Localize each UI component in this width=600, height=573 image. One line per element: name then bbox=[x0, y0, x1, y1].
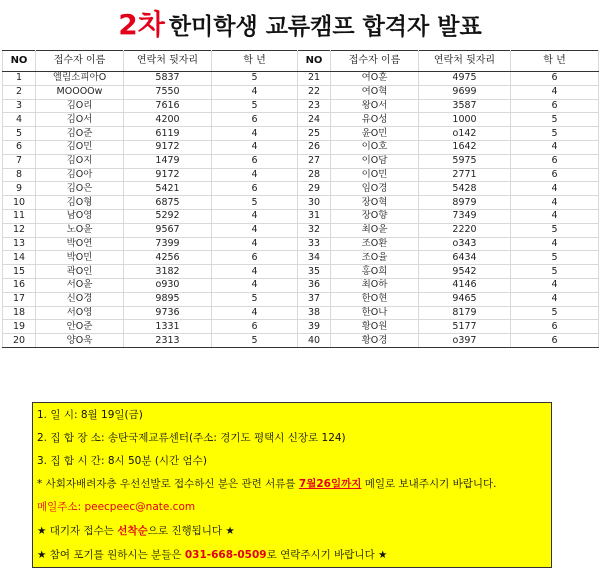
cell-name: 이O호 bbox=[331, 140, 419, 154]
table-row bbox=[3, 237, 599, 251]
notice-documents bbox=[37, 477, 496, 491]
notice-cancel bbox=[37, 548, 387, 562]
cell-no: 39 bbox=[298, 320, 331, 334]
cell-phone: 4200 bbox=[124, 113, 212, 127]
cell-phone: 5292 bbox=[124, 209, 212, 223]
cell-no: 18 bbox=[3, 306, 36, 320]
notice-time: 3. 집 합 시 간: 8시 50분 (시간 엄수) bbox=[37, 455, 207, 467]
cell-phone: 9736 bbox=[124, 306, 212, 320]
cell-name: 김O은 bbox=[36, 182, 124, 196]
header-name: 접수자 이름 bbox=[331, 51, 419, 72]
cell-name: 김O서 bbox=[36, 113, 124, 127]
cell-grade: 4 bbox=[212, 209, 298, 223]
table-row bbox=[3, 265, 599, 279]
cell-phone: 5428 bbox=[419, 182, 511, 196]
cell-phone: 4975 bbox=[419, 72, 511, 86]
cell-name: 박O연 bbox=[36, 237, 124, 251]
cell-phone: 1479 bbox=[124, 154, 212, 168]
table-row bbox=[3, 72, 599, 86]
cell-name: 서O윤 bbox=[36, 278, 124, 292]
cell-no: 15 bbox=[3, 265, 36, 279]
cell-phone: o930 bbox=[124, 278, 212, 292]
cell-grade: 5 bbox=[511, 113, 599, 127]
cell-phone: 8979 bbox=[419, 196, 511, 210]
cell-phone: 9542 bbox=[419, 265, 511, 279]
cell-grade: 6 bbox=[511, 168, 599, 182]
cell-no: 11 bbox=[3, 209, 36, 223]
cell-no: 6 bbox=[3, 140, 36, 154]
cell-no: 32 bbox=[298, 223, 331, 237]
cell-name: 한O나 bbox=[331, 306, 419, 320]
cell-grade: 6 bbox=[212, 182, 298, 196]
table-row bbox=[3, 140, 599, 154]
cell-no: 30 bbox=[298, 196, 331, 210]
cell-no: 28 bbox=[298, 168, 331, 182]
cell-no: 20 bbox=[3, 334, 36, 348]
cell-phone: 9567 bbox=[124, 223, 212, 237]
notice-cancel-c: 로 연락주시기 바랍니다 ★ bbox=[266, 549, 388, 561]
notice-waitlist-c: 으로 진행됩니다 ★ bbox=[147, 525, 235, 537]
notice-deadline: 7월26일까지 bbox=[298, 478, 362, 490]
cell-no: 35 bbox=[298, 265, 331, 279]
cell-phone: 8179 bbox=[419, 306, 511, 320]
cell-no: 21 bbox=[298, 72, 331, 86]
cell-grade: 4 bbox=[212, 223, 298, 237]
table-row bbox=[3, 209, 599, 223]
header-grade: 학 년 bbox=[511, 51, 599, 72]
cell-grade: 5 bbox=[511, 251, 599, 265]
cell-phone: 7399 bbox=[124, 237, 212, 251]
cell-grade: 4 bbox=[212, 168, 298, 182]
cell-name: 여O훈 bbox=[331, 72, 419, 86]
cell-no: 5 bbox=[3, 127, 36, 141]
cell-name: 최O윤 bbox=[331, 223, 419, 237]
cell-no: 33 bbox=[298, 237, 331, 251]
cell-phone: 9172 bbox=[124, 168, 212, 182]
cell-grade: 6 bbox=[511, 72, 599, 86]
cell-grade: 6 bbox=[511, 154, 599, 168]
cell-grade: 5 bbox=[212, 292, 298, 306]
cell-name: 조O율 bbox=[331, 251, 419, 265]
cell-name: 안O준 bbox=[36, 320, 124, 334]
cell-phone: 6434 bbox=[419, 251, 511, 265]
cell-grade: 6 bbox=[212, 320, 298, 334]
header-grade: 학 년 bbox=[212, 51, 298, 72]
cell-name: 여O혁 bbox=[331, 85, 419, 99]
cell-no: 36 bbox=[298, 278, 331, 292]
cell-no: 16 bbox=[3, 278, 36, 292]
cell-name: 왕O서 bbox=[331, 99, 419, 113]
table-row bbox=[3, 85, 599, 99]
cell-no: 4 bbox=[3, 113, 36, 127]
table-row bbox=[3, 251, 599, 265]
cell-phone: 7616 bbox=[124, 99, 212, 113]
table-row bbox=[3, 113, 599, 127]
table-row bbox=[3, 99, 599, 113]
cell-name: 김O지 bbox=[36, 154, 124, 168]
cell-no: 8 bbox=[3, 168, 36, 182]
notice-date: 1. 일 시: 8월 19일(금) bbox=[37, 409, 143, 421]
cell-name: 엘림소피아O bbox=[36, 72, 124, 86]
page-title bbox=[0, 0, 600, 50]
cell-grade: 5 bbox=[212, 334, 298, 348]
cell-no: 1 bbox=[3, 72, 36, 86]
cell-no: 37 bbox=[298, 292, 331, 306]
table-row bbox=[3, 278, 599, 292]
cell-grade: 6 bbox=[212, 154, 298, 168]
cell-grade: 4 bbox=[511, 85, 599, 99]
cell-phone: 5837 bbox=[124, 72, 212, 86]
cell-grade: 6 bbox=[511, 320, 599, 334]
table-row bbox=[3, 292, 599, 306]
cell-name: 윤O민 bbox=[331, 127, 419, 141]
table-row bbox=[3, 223, 599, 237]
cell-name: 김O형 bbox=[36, 196, 124, 210]
notice-location: 2. 집 합 장 소: 송탄국제교류센터(주소: 경기도 평택시 신장로 124) bbox=[37, 432, 346, 444]
cell-grade: 5 bbox=[212, 99, 298, 113]
cell-name: 남O영 bbox=[36, 209, 124, 223]
cell-phone: 5177 bbox=[419, 320, 511, 334]
notice-documents-a: * 사회자배려자층 우선선발로 접수하신 분은 관련 서류를 bbox=[37, 478, 299, 490]
cell-no: 38 bbox=[298, 306, 331, 320]
cell-phone: o142 bbox=[419, 127, 511, 141]
cell-grade: 5 bbox=[511, 223, 599, 237]
cell-phone: 5975 bbox=[419, 154, 511, 168]
cell-phone: o397 bbox=[419, 334, 511, 348]
cell-grade: 4 bbox=[212, 140, 298, 154]
header-no: NO bbox=[3, 51, 36, 72]
cell-grade: 4 bbox=[212, 306, 298, 320]
cell-phone: 3182 bbox=[124, 265, 212, 279]
header-name: 접수자 이름 bbox=[36, 51, 124, 72]
header-phone: 연락처 뒷자리 bbox=[124, 51, 212, 72]
cell-no: 40 bbox=[298, 334, 331, 348]
notice-waitlist-a: ★ 대기자 접수는 bbox=[37, 525, 118, 537]
title-text: 한미학생 교류캠프 합격자 발표 bbox=[168, 14, 482, 40]
cell-no: 31 bbox=[298, 209, 331, 223]
table-row bbox=[3, 306, 599, 320]
notice-documents-c: 메일로 보내주시기 바랍니다. bbox=[361, 478, 497, 490]
cell-grade: 4 bbox=[511, 292, 599, 306]
cell-phone: 6119 bbox=[124, 127, 212, 141]
cell-name: 황O원 bbox=[331, 320, 419, 334]
cell-phone: o343 bbox=[419, 237, 511, 251]
cell-grade: 4 bbox=[212, 127, 298, 141]
cell-name: 홍O희 bbox=[331, 265, 419, 279]
cell-grade: 6 bbox=[511, 334, 599, 348]
table-row bbox=[3, 127, 599, 141]
notice-first-come: 선착순 bbox=[117, 525, 148, 537]
cell-name: 장O혁 bbox=[331, 196, 419, 210]
cell-no: 26 bbox=[298, 140, 331, 154]
table-row bbox=[3, 168, 599, 182]
cell-grade: 5 bbox=[511, 127, 599, 141]
table-row bbox=[3, 154, 599, 168]
cell-name: 김O민 bbox=[36, 140, 124, 154]
cell-phone: 4256 bbox=[124, 251, 212, 265]
cell-name: 이O담 bbox=[331, 154, 419, 168]
cell-no: 34 bbox=[298, 251, 331, 265]
cell-grade: 5 bbox=[511, 306, 599, 320]
cell-grade: 4 bbox=[212, 265, 298, 279]
cell-grade: 4 bbox=[511, 140, 599, 154]
cell-grade: 4 bbox=[511, 278, 599, 292]
cell-name: 이O민 bbox=[331, 168, 419, 182]
cell-phone: 4146 bbox=[419, 278, 511, 292]
cell-name: 임O경 bbox=[331, 182, 419, 196]
cell-grade: 4 bbox=[212, 278, 298, 292]
cell-phone: 7550 bbox=[124, 85, 212, 99]
cell-name: 황O경 bbox=[331, 334, 419, 348]
cell-phone: 9465 bbox=[419, 292, 511, 306]
cell-no: 24 bbox=[298, 113, 331, 127]
cell-no: 22 bbox=[298, 85, 331, 99]
cell-name: 곽O인 bbox=[36, 265, 124, 279]
cell-name: 신O경 bbox=[36, 292, 124, 306]
cell-name: 서O영 bbox=[36, 306, 124, 320]
cell-name: 박O민 bbox=[36, 251, 124, 265]
table-body bbox=[3, 72, 599, 348]
cell-name: 양O욱 bbox=[36, 334, 124, 348]
title-highlight: 2차 bbox=[118, 8, 165, 41]
cell-no: 19 bbox=[3, 320, 36, 334]
cell-name: 유O성 bbox=[331, 113, 419, 127]
table-row bbox=[3, 320, 599, 334]
cell-grade: 4 bbox=[511, 196, 599, 210]
cell-no: 25 bbox=[298, 127, 331, 141]
cell-phone: 6875 bbox=[124, 196, 212, 210]
cell-grade: 4 bbox=[511, 237, 599, 251]
cell-phone: 9172 bbox=[124, 140, 212, 154]
cell-grade: 6 bbox=[212, 113, 298, 127]
cell-name: MOOOOw bbox=[36, 85, 124, 99]
cell-phone: 1642 bbox=[419, 140, 511, 154]
cell-no: 17 bbox=[3, 292, 36, 306]
notice-phone: 031-668-0509 bbox=[184, 549, 267, 561]
cell-grade: 5 bbox=[212, 196, 298, 210]
cell-name: 노O윤 bbox=[36, 223, 124, 237]
cell-name: 김O리 bbox=[36, 99, 124, 113]
results-table bbox=[2, 50, 599, 348]
cell-phone: 3587 bbox=[419, 99, 511, 113]
cell-grade: 4 bbox=[212, 237, 298, 251]
notice-box bbox=[32, 402, 552, 568]
cell-phone: 9895 bbox=[124, 292, 212, 306]
cell-grade: 4 bbox=[511, 182, 599, 196]
cell-phone: 1331 bbox=[124, 320, 212, 334]
notice-email: 메일주소: peecpeec@nate.com bbox=[37, 501, 196, 513]
cell-no: 14 bbox=[3, 251, 36, 265]
notice-cancel-a: ★ 참여 포기를 원하시는 분들은 bbox=[37, 549, 185, 561]
table-row bbox=[3, 334, 599, 348]
cell-no: 29 bbox=[298, 182, 331, 196]
cell-phone: 2313 bbox=[124, 334, 212, 348]
cell-name: 김O아 bbox=[36, 168, 124, 182]
cell-no: 13 bbox=[3, 237, 36, 251]
cell-phone: 7349 bbox=[419, 209, 511, 223]
table-row bbox=[3, 182, 599, 196]
header-phone: 연락처 뒷자리 bbox=[419, 51, 511, 72]
cell-name: 한O현 bbox=[331, 292, 419, 306]
cell-phone: 2220 bbox=[419, 223, 511, 237]
cell-no: 7 bbox=[3, 154, 36, 168]
table-row bbox=[3, 196, 599, 210]
cell-name: 김O준 bbox=[36, 127, 124, 141]
cell-no: 2 bbox=[3, 85, 36, 99]
cell-name: 장O향 bbox=[331, 209, 419, 223]
notice-waitlist bbox=[37, 524, 235, 538]
cell-grade: 5 bbox=[212, 72, 298, 86]
cell-phone: 2771 bbox=[419, 168, 511, 182]
cell-phone: 5421 bbox=[124, 182, 212, 196]
cell-grade: 6 bbox=[212, 251, 298, 265]
cell-phone: 9699 bbox=[419, 85, 511, 99]
cell-no: 23 bbox=[298, 99, 331, 113]
cell-no: 12 bbox=[3, 223, 36, 237]
cell-no: 3 bbox=[3, 99, 36, 113]
cell-grade: 4 bbox=[511, 209, 599, 223]
cell-no: 9 bbox=[3, 182, 36, 196]
cell-grade: 6 bbox=[511, 99, 599, 113]
cell-grade: 5 bbox=[511, 265, 599, 279]
cell-no: 10 bbox=[3, 196, 36, 210]
table-header-row bbox=[3, 51, 599, 72]
cell-phone: 1000 bbox=[419, 113, 511, 127]
header-no: NO bbox=[298, 51, 331, 72]
cell-name: 조O환 bbox=[331, 237, 419, 251]
cell-no: 27 bbox=[298, 154, 331, 168]
cell-grade: 4 bbox=[212, 85, 298, 99]
cell-name: 최O하 bbox=[331, 278, 419, 292]
